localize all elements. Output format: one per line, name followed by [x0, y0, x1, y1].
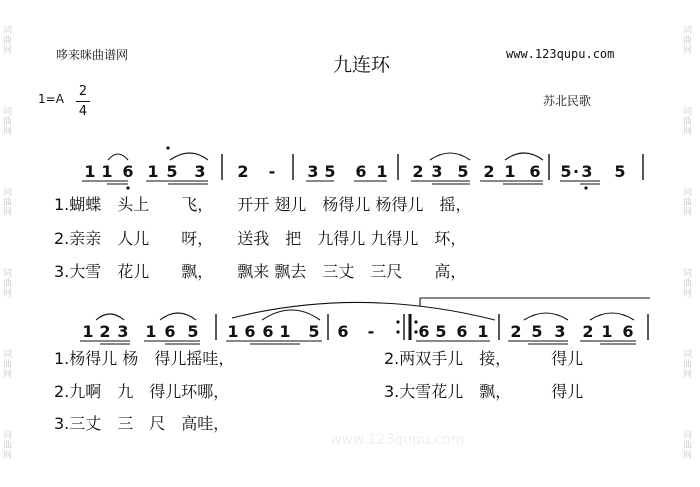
note: 5 — [457, 162, 469, 181]
note: 1 — [101, 162, 113, 181]
note: 3 — [307, 162, 319, 181]
side-watermark-text: 词曲网 — [683, 187, 693, 218]
note: 5 — [324, 162, 336, 181]
note: 1 — [477, 322, 489, 341]
side-watermark-text: 词曲网 — [683, 431, 693, 462]
note: 5 — [166, 162, 178, 181]
note: 5 — [531, 322, 543, 341]
note: 1 — [376, 162, 388, 181]
note: 1 — [147, 162, 159, 181]
note: 1 — [84, 162, 96, 181]
lyric-line: 1.杨得儿 杨 得儿摇哇， — [54, 349, 235, 368]
site-name: 哆来咪曲谱网 — [56, 48, 129, 62]
lyric-line-right: 3.大雪花儿 飘， 得儿 — [384, 382, 584, 401]
note: 6 — [262, 322, 274, 341]
lyric-line-right: 2.两双手儿 接， 得儿 — [384, 349, 584, 368]
system2-notes — [82, 322, 633, 341]
note: 6 — [355, 162, 367, 181]
note: 6 — [244, 322, 256, 341]
long-brackets — [232, 298, 650, 320]
note: · — [572, 162, 580, 181]
note: 6 — [164, 322, 176, 341]
note: 1 — [227, 322, 239, 341]
note: 5 — [435, 322, 447, 341]
note: 2 — [483, 162, 495, 181]
note: 3 — [194, 162, 206, 181]
time-bottom: 4 — [78, 104, 88, 119]
side-watermark-text: 词曲网 — [683, 106, 693, 137]
site-url[interactable]: www.123qupu.com — [506, 47, 615, 61]
note: 6 — [622, 322, 634, 341]
note: 5 — [614, 162, 626, 181]
side-watermark-text: 词曲网 — [3, 431, 13, 462]
note: - — [268, 162, 276, 181]
note: 1 — [82, 322, 94, 341]
side-watermark-text: 词曲网 — [3, 187, 13, 218]
system1-notes — [84, 162, 625, 181]
note: 6 — [456, 322, 468, 341]
note: 6 — [529, 162, 541, 181]
side-watermark-text: 词曲网 — [3, 25, 13, 56]
note: - — [367, 322, 375, 341]
lyric-line: 2.九啊 九 得儿环哪， — [54, 382, 230, 401]
note: 1 — [504, 162, 516, 181]
side-watermark-text: 词曲网 — [3, 269, 13, 300]
note: 6 — [122, 162, 134, 181]
side-watermark-text: 词曲网 — [3, 106, 13, 137]
note: 6 — [337, 322, 349, 341]
repeat-dots — [396, 320, 417, 333]
note: 2 — [237, 162, 249, 181]
note: 1 — [279, 322, 291, 341]
side-watermark-text: 词曲网 — [683, 350, 693, 381]
watermark-url: www.123qupu.com — [330, 432, 465, 448]
note: 5 — [187, 322, 199, 341]
note: 3 — [117, 322, 129, 341]
song-title: 九连环 — [333, 54, 391, 76]
note: 1 — [145, 322, 157, 341]
side-watermark-text: 词曲网 — [683, 269, 693, 300]
side-watermark-text: 词曲网 — [683, 25, 693, 56]
song-origin: 苏北民歌 — [543, 94, 592, 108]
note: 5 — [560, 162, 572, 181]
lyric-line: 2.亲亲 人儿 呀， 送我 把 九得儿 九得儿 环， — [54, 229, 467, 248]
note: 2 — [412, 162, 424, 181]
note: 6 — [418, 322, 430, 341]
note: 2 — [510, 322, 522, 341]
note: 1 — [601, 322, 613, 341]
note: 3 — [554, 322, 566, 341]
note: 3 — [431, 162, 443, 181]
note: 2 — [99, 322, 111, 341]
note: 2 — [582, 322, 594, 341]
time-top: 2 — [78, 84, 88, 99]
lyric-line: 3.大雪 花儿 飘， 飘来 飘去 三丈 三尺 高， — [54, 262, 467, 281]
side-watermark-text: 词曲网 — [3, 350, 13, 381]
note: 5 — [308, 322, 320, 341]
lyric-line: 1.蝴蝶 头上 飞， 开开 翅儿 杨得儿 杨得儿 摇， — [54, 195, 472, 214]
note: 3 — [581, 162, 593, 181]
key-signature: 1=A — [38, 92, 64, 106]
lyric-line: 3.三丈 三 尺 高哇， — [54, 414, 230, 433]
